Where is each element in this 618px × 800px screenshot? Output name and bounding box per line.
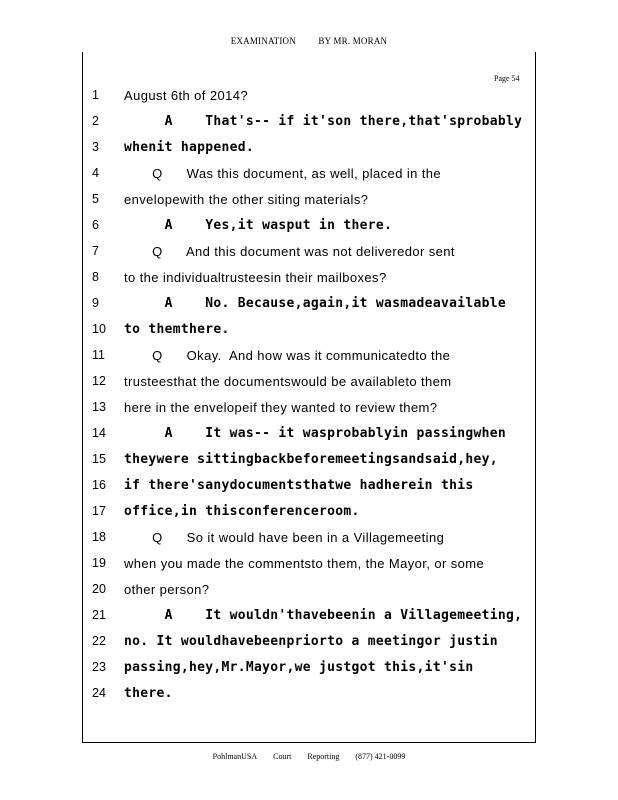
transcript-line [0,88,618,114]
transcript-line [0,504,618,530]
line-text: A No. Because,again,it wasmadeavailable [124,296,506,311]
transcript-line [0,426,618,452]
line-number: 12 [92,374,106,388]
line-number: 18 [92,530,106,544]
line-number: 15 [92,452,106,466]
line-text: theywere sittingbackbeforemeetingsandsaid,hey, [124,452,498,467]
line-text: to the individualtrusteesin their mailboxes? [124,270,387,285]
transcript-line [0,296,618,322]
line-text: here in the envelopeif they wanted to review them? [124,400,438,415]
transcript-line [0,322,618,348]
line-number: 2 [92,114,99,128]
transcript-line [0,400,618,426]
transcript-line [0,374,618,400]
transcript-line [0,478,618,504]
line-number: 13 [92,400,106,414]
page-number: Page 54 [494,74,520,83]
footer-phone: (877) 421-0099 [355,752,406,761]
transcript-line [0,218,618,244]
line-number: 6 [92,218,99,232]
line-text: A That's-- if it'son there,that'sprobably [124,114,523,129]
line-text: Q So it would have been in a Villagemeeting [124,530,445,545]
line-number: 3 [92,140,99,154]
transcript-line [0,686,618,712]
transcript-line [0,140,618,166]
line-text: A It wouldn'thavebeenin a Villagemeeting, [124,608,523,623]
line-number: 19 [92,556,106,570]
line-text: trusteesthat the documentswould be availableto them [124,374,452,389]
line-number: 1 [92,88,99,102]
line-number: 16 [92,478,106,492]
line-text: if there'sanydocumentsthatwe hadherein this [124,478,474,493]
line-text: passing,hey,Mr.Mayor,we justgot this,it'sin [124,660,474,675]
line-text: Q And this document was not deliveredor sent [124,244,455,259]
line-number: 24 [92,686,106,700]
line-text: office,in thisconferenceroom. [124,504,360,519]
transcript-line [0,244,618,270]
line-text: when you made the commentsto them, the Mayor, or some [124,556,485,571]
transcript-line [0,660,618,686]
transcript-line [0,348,618,374]
line-text: August 6th of 2014? [124,88,248,103]
line-text: envelopewith the other siting materials? [124,192,369,207]
header-examiner: BY MR. MORAN [318,36,388,46]
transcript-line [0,634,618,660]
transcript-line [0,114,618,140]
transcript-line [0,192,618,218]
line-text: other person? [124,582,210,597]
line-text: to themthere. [124,322,230,337]
page-footer [0,752,618,761]
header-section: EXAMINATION [230,36,296,46]
transcript-line [0,608,618,634]
line-text: no. It wouldhavebeenpriorto a meetingor justin [124,634,498,649]
transcript-line [0,582,618,608]
line-number: 10 [92,322,106,336]
transcript-line [0,530,618,556]
footer-service-1: Court [273,752,292,761]
transcript-line [0,270,618,296]
footer-company: PohlmanUSA [212,752,258,761]
line-number: 23 [92,660,106,674]
footer-service-2: Reporting [307,752,340,761]
transcript-line [0,166,618,192]
line-number: 9 [92,296,99,310]
transcript-line [0,556,618,582]
line-number: 22 [92,634,106,648]
line-number: 14 [92,426,106,440]
transcript-line [0,452,618,478]
line-text: A It was-- it wasprobablyin passingwhen [124,426,506,441]
line-number: 7 [92,244,99,258]
line-number: 20 [92,582,106,596]
line-number: 11 [92,348,105,362]
line-text: whenit happened. [124,140,255,155]
line-text: Q Was this document, as well, placed in the [124,166,442,181]
line-text: A Yes,it wasput in there. [124,218,393,233]
line-number: 17 [92,504,106,518]
line-text: Q Okay. And how was it communicatedto the [124,348,451,363]
line-number: 4 [92,166,99,180]
line-number: 21 [92,608,106,622]
line-number: 8 [92,270,99,284]
line-text: there. [124,686,173,701]
page-header [0,36,618,46]
line-number: 5 [92,192,99,206]
